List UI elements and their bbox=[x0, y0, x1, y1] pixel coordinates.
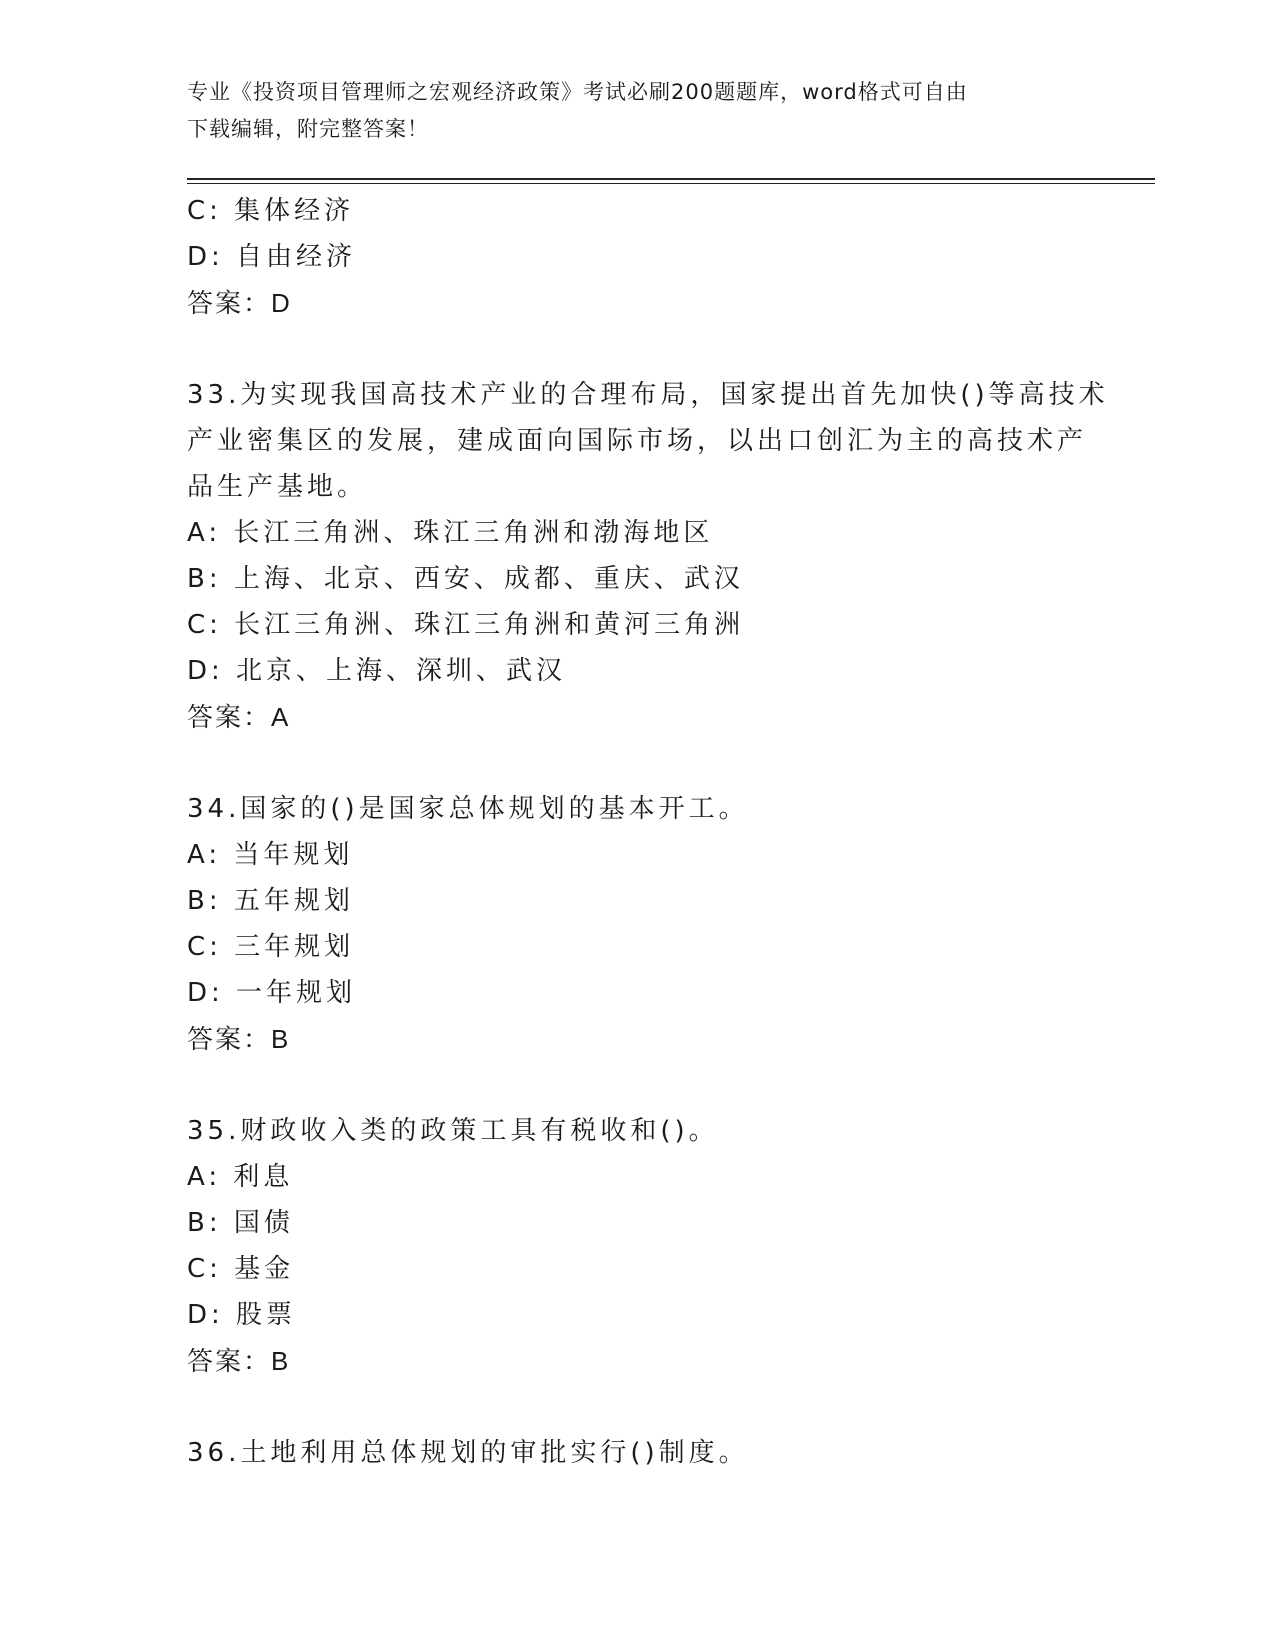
spacer bbox=[187, 326, 1087, 372]
option-c: C: 长江三角洲、珠江三角洲和黄河三角洲 bbox=[187, 610, 745, 640]
question-stem: 36.土地利用总体规划的审批实行()制度。 bbox=[187, 1438, 749, 1468]
question-35 bbox=[187, 1108, 1087, 1384]
prev-question-tail bbox=[187, 188, 1087, 326]
option-a: A: 长江三角洲、珠江三角洲和渤海地区 bbox=[187, 518, 714, 548]
spacer bbox=[187, 1062, 1087, 1108]
answer: 答案：B bbox=[187, 1346, 291, 1376]
document-body bbox=[187, 188, 1109, 1476]
question-stem: 34.国家的()是国家总体规划的基本开工。 bbox=[187, 794, 749, 824]
spacer bbox=[187, 1384, 1087, 1430]
page-header bbox=[187, 74, 1087, 148]
option-d: D: 股票 bbox=[187, 1300, 297, 1330]
question-stem: 33.为实现我国高技术产业的合理布局，国家提出首先加快()等高技术 bbox=[187, 380, 1109, 410]
question-stem: 产业密集区的发展，建成面向国际市场，以出口创汇为主的高技术产 bbox=[187, 426, 1088, 456]
option-a: A: 当年规划 bbox=[187, 840, 354, 870]
answer: 答案：A bbox=[187, 702, 291, 732]
option-a: A: 利息 bbox=[187, 1162, 294, 1192]
question-34 bbox=[187, 786, 1087, 1062]
question-36 bbox=[187, 1430, 1087, 1476]
question-stem: 品生产基地。 bbox=[187, 472, 368, 502]
option-d: D: 自由经济 bbox=[187, 242, 357, 272]
option-d: D: 一年规划 bbox=[187, 978, 357, 1008]
header-divider bbox=[187, 178, 1155, 184]
question-stem: 35.财政收入类的政策工具有税收和()。 bbox=[187, 1116, 719, 1146]
option-c: C: 三年规划 bbox=[187, 932, 355, 962]
header-line-1: 专业《投资项目管理师之宏观经济政策》考试必刷200题题库，word格式可自由 bbox=[187, 80, 968, 104]
option-c: C: 基金 bbox=[187, 1254, 295, 1284]
question-33 bbox=[187, 372, 1109, 740]
option-b: B: 五年规划 bbox=[187, 886, 354, 916]
option-b: B: 国债 bbox=[187, 1208, 294, 1238]
answer: 答案：D bbox=[187, 288, 292, 318]
spacer bbox=[187, 740, 1087, 786]
header-line-2: 下载编辑，附完整答案！ bbox=[187, 117, 429, 141]
option-b: B: 上海、北京、西安、成都、重庆、武汉 bbox=[187, 564, 744, 594]
answer: 答案：B bbox=[187, 1024, 291, 1054]
option-c: C: 集体经济 bbox=[187, 196, 355, 226]
option-d: D: 北京、上海、深圳、武汉 bbox=[187, 656, 567, 686]
